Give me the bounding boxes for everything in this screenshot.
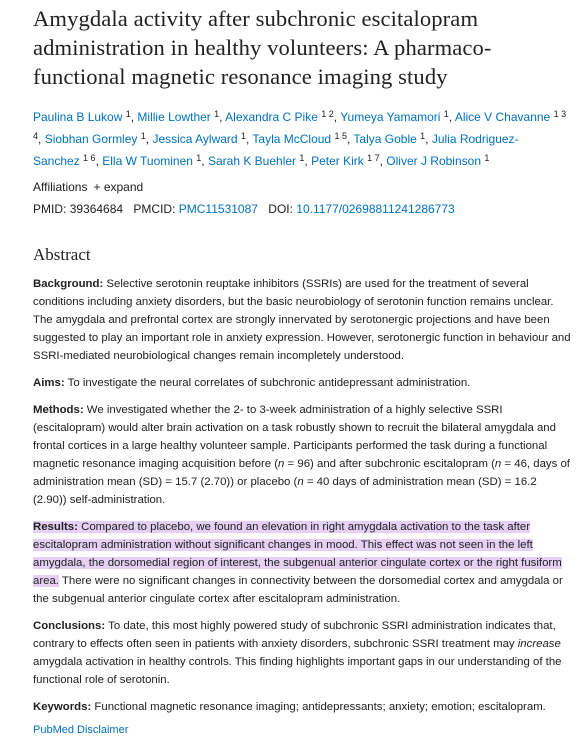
- n-symbol: n: [494, 458, 502, 470]
- author-affiliation-number[interactable]: 1: [140, 131, 146, 141]
- author-separator: ,: [304, 154, 312, 168]
- results-text: There were no significant changes in connectivity between the dorsomedial cortex and amygdala or the subgenual anterior cingulate cortex after escitalopram administration.: [33, 575, 563, 605]
- pmid-value: 39364684: [69, 202, 124, 216]
- affiliations: [33, 179, 573, 196]
- n-symbol: n: [278, 458, 285, 470]
- author-separator: ,: [201, 154, 208, 168]
- affiliations-label: Affiliations: [33, 180, 88, 194]
- pmcid-label: PMCID:: [133, 202, 176, 216]
- pmid-label: PMID:: [33, 202, 67, 216]
- doi-label: DOI:: [268, 202, 293, 216]
- author-link[interactable]: Sarah K Buehler: [207, 154, 297, 168]
- author-separator: ,: [346, 132, 354, 146]
- author-affiliation-number[interactable]: 1 2: [321, 109, 334, 119]
- conclusions-label: Conclusions:: [33, 620, 106, 632]
- pubmed-disclaimer-link[interactable]: PubMed Disclaimer: [33, 724, 129, 736]
- author-link[interactable]: Oliver J Robinson: [386, 154, 481, 168]
- article-ids: [33, 201, 573, 218]
- author-affiliation-number[interactable]: 1: [240, 131, 246, 141]
- author-separator: ,: [145, 132, 153, 146]
- keywords-text: Functional magnetic resonance imaging; antidepressants; anxiety; emotion; escitalopram.: [94, 701, 546, 713]
- abstract-methods: [33, 401, 573, 509]
- methods-text: = 96) and after subchronic escitalopram (: [284, 458, 495, 470]
- author-link[interactable]: Siobhan Gormley: [44, 132, 138, 146]
- author-link[interactable]: Ella W Tuominen: [102, 154, 193, 168]
- author-link[interactable]: Peter Kirk: [311, 154, 364, 168]
- author-link[interactable]: Tayla McCloud: [252, 132, 332, 146]
- author-separator: ,: [38, 132, 45, 146]
- conclusions-text: amygdala activation in healthy controls. This finding highlights important gaps in our understanding of the functional role of serotonin.: [33, 656, 562, 686]
- author-link[interactable]: Paulina B Lukow: [33, 110, 123, 124]
- author-affiliation-number[interactable]: 1: [484, 153, 490, 163]
- author-affiliation-number[interactable]: 1 3 4: [33, 109, 567, 141]
- author-separator: ,: [130, 110, 138, 124]
- keywords-label: Keywords:: [33, 701, 92, 713]
- conclusions-text: To date, this most highly powered study of subchronic SSRI administration indicates that, contrary to effects often seen in patients with anxiety disorders, subchronic SSRI treatment may: [33, 620, 556, 650]
- author-separator: ,: [425, 132, 432, 146]
- author-affiliation-number[interactable]: 1: [443, 109, 449, 119]
- aims-label: Aims:: [33, 377, 65, 389]
- methods-text: We investigated whether the 2- to 3-week administration of a highly selective SSRI (escitalopram) would alter brain activation on a task robustly shown to recruit the bilateral amygdala and frontal cortices in a large healthy volunteer sample. Participants performed the task during a functional magnetic resonance imaging acquisition before (: [33, 404, 556, 470]
- background-label: Background:: [33, 278, 104, 290]
- doi-link[interactable]: 10.1177/02698811241286773: [296, 202, 455, 216]
- author-link[interactable]: Alice V Chavanne: [454, 110, 551, 124]
- author-affiliation-number[interactable]: 1: [299, 153, 305, 163]
- author-link[interactable]: Talya Goble: [353, 132, 417, 146]
- author-separator: ,: [448, 110, 455, 124]
- author-separator: ,: [95, 154, 103, 168]
- conclusions-emphasis: increase: [517, 638, 561, 650]
- author-link[interactable]: Alexandra C Pike: [225, 110, 318, 124]
- author-link[interactable]: Jessica Aylward: [152, 132, 238, 146]
- abstract-keywords: [33, 698, 573, 716]
- author-affiliation-number[interactable]: 1: [214, 109, 220, 119]
- results-label: Results:: [33, 521, 78, 533]
- author-link[interactable]: Julia Rodriguez-Sanchez: [33, 132, 519, 168]
- methods-label: Methods:: [33, 404, 84, 416]
- author-link[interactable]: Yumeya Yamamori: [340, 110, 441, 124]
- author-affiliation-number[interactable]: 1 6: [83, 153, 96, 163]
- methods-text: = 46, days of administration mean (SD) = 15.7 (2.70)) or placebo (: [33, 458, 570, 488]
- author-affiliation-number[interactable]: 1 5: [334, 131, 347, 141]
- author-affiliation-number[interactable]: 1: [125, 109, 131, 119]
- author-separator: ,: [333, 110, 341, 124]
- author-affiliation-number[interactable]: 1: [196, 153, 202, 163]
- background-text: Selective serotonin reuptake inhibitors (SSRIs) are used for the treatment of several conditions including anxiety disorders, but the basic neurobiology of serotonin function remains unclear. The amygdala and prefrontal cortex are strongly innervated by serotonergic projections and have been suggested to play an important role in anxiety expression. However, serotonergic function in behaviour and SSRI-mediated neurobiological changes remain incompletely understood.: [33, 278, 571, 362]
- n-symbol: n: [297, 476, 304, 488]
- article-title: Amygdala activity after subchronic escitalopram administration in healthy volunteers: A pharmaco-functional magnetic resonance imaging study: [33, 6, 492, 89]
- affiliations-expand-button[interactable]: + expand: [93, 180, 144, 194]
- abstract-background: [33, 275, 573, 365]
- aims-text: To investigate the neural correlates of subchronic antidepressant administration.: [67, 377, 471, 389]
- author-separator: ,: [219, 110, 226, 124]
- author-affiliation-number[interactable]: 1: [420, 131, 426, 141]
- abstract-aims: [33, 374, 573, 392]
- author-affiliation-number[interactable]: 1 7: [367, 153, 380, 163]
- author-separator: ,: [245, 132, 253, 146]
- author-separator: ,: [379, 154, 387, 168]
- abstract-heading: Abstract: [33, 245, 91, 264]
- methods-text: = 40 days of administration mean (SD) = 16.2 (2.90)) self-administration.: [33, 476, 537, 506]
- abstract-conclusions: [33, 617, 573, 689]
- results-highlight-text: Compared to placebo, we found an elevation in right amygdala activation to the task after escitalopram administration without significant changes in mood. This effect was not seen in the left amygdala, the dorsomedial region of interest, the subgenual anterior cingulate cortex or the right fusiform area.: [33, 521, 562, 587]
- author-list: [33, 105, 573, 171]
- pmcid-link[interactable]: PMC11531087: [178, 202, 258, 216]
- author-link[interactable]: Millie Lowther: [137, 110, 211, 124]
- abstract-results: [33, 518, 573, 608]
